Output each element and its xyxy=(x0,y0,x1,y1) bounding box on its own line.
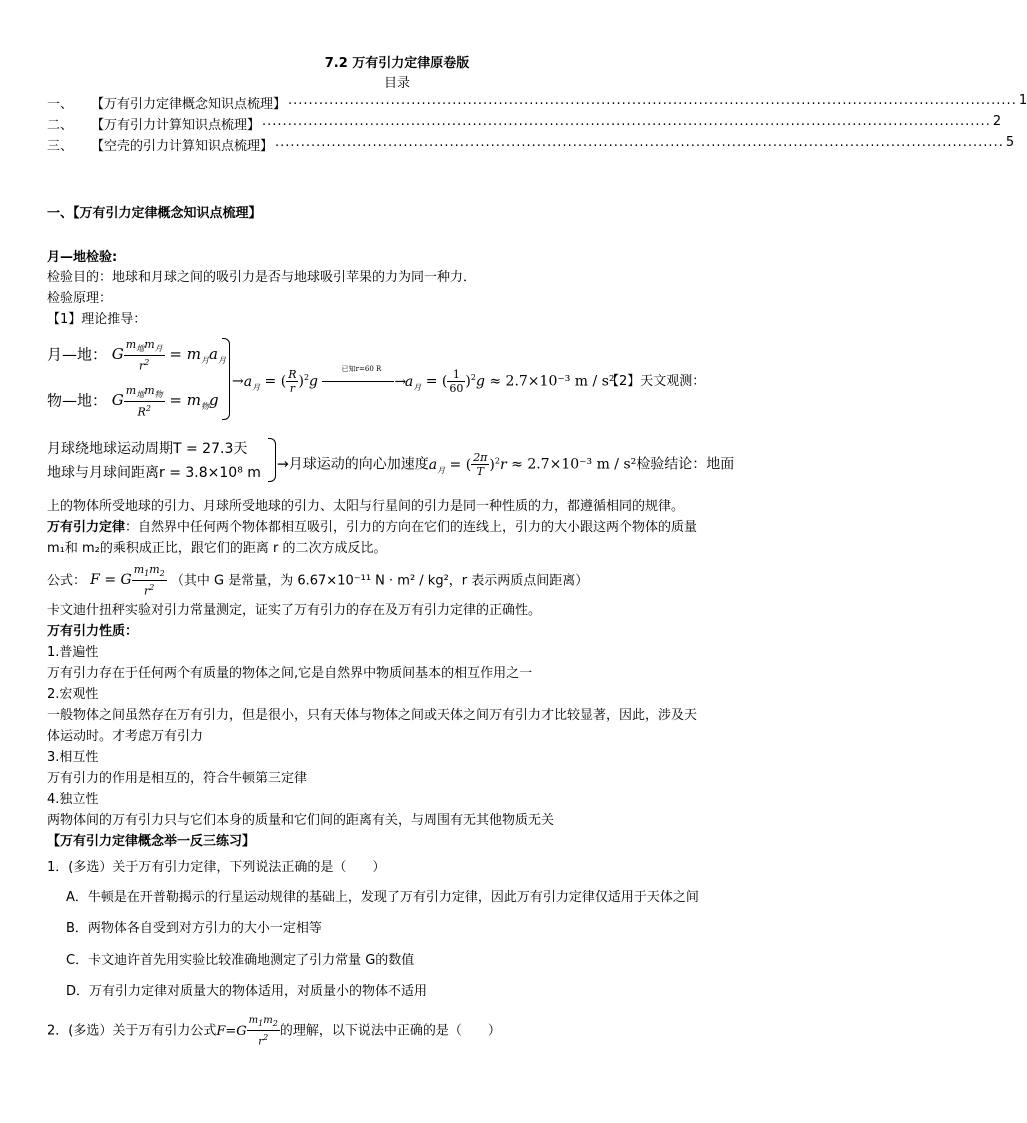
eq1-math: G $\frac{m_地m_月}{r^2}$ = $m_月a_月$ xyxy=(111,338,226,373)
practice-title: 【万有引力定律概念举一反三练习】 xyxy=(47,834,256,849)
question-1-option-d[interactable]: D．万有引力定律对质量大的物体适用，对质量小的物体不适用 xyxy=(66,984,428,999)
principle-label: 检验原理： xyxy=(47,291,113,306)
arrow-condition: 已知r=60 R xyxy=(341,364,382,373)
toc-heading: 目录 xyxy=(383,76,410,91)
observation-period: 月球绕地球运动周期T = 27.3天 xyxy=(47,441,248,457)
prop-name: 2.宏观性 xyxy=(47,687,99,702)
observation-distance: 地球与月球间距离r = 3.8×10⁸ m xyxy=(47,465,261,481)
equation-object-earth xyxy=(47,384,219,419)
toc-page: 5 xyxy=(1005,135,1015,150)
observation-brace xyxy=(268,438,276,482)
question-1-stem: 1．(多选）关于万有引力定律，下列说法正确的是（ ） xyxy=(47,860,386,875)
obs-result-value: ≈ 2.7×10⁻³ m / s² xyxy=(511,456,637,473)
q2-prefix: 2．(多选）关于万有引力公式 xyxy=(47,1023,217,1039)
formula-label: 公式： xyxy=(47,573,87,589)
conclusion-label: 检验结论：地面 xyxy=(636,456,735,473)
question-1-option-a[interactable]: A．牛顿是在开普勒揭示的行星运动规律的基础上，发现了万有引力定律，因此万有引力定律仅适用于天体之间 xyxy=(66,890,699,905)
toc-label: 【空壳的引力计算知识点梳理】 xyxy=(91,139,274,154)
question-2-stem xyxy=(47,1014,501,1048)
toc-entry-3[interactable] xyxy=(47,135,1015,154)
prop-name: 1.普遍性 xyxy=(47,645,99,660)
question-1-option-c[interactable]: C．卡文迪许首先用实验比较准确地测定了引力常量 G的数值 xyxy=(66,953,415,968)
doc-title: 7.2 万有引力定律原卷版 xyxy=(324,56,470,71)
obs-result-prefix: →月球运动的向心加速度 xyxy=(277,456,429,473)
observation-result: →月球运动的向心加速度$a_月$ = ( $\frac{2\pi}{T}$ )$^2$r ≈ 2.7×10⁻³ m / s²检验结论：地面 xyxy=(277,451,735,478)
toc-page: 2 xyxy=(992,114,1002,129)
prop-name: 3.相互性 xyxy=(47,750,99,765)
section-heading: 一、【万有引力定律概念知识点梳理】 xyxy=(47,206,262,221)
toc-leader: .............................................................................................................................................. xyxy=(288,93,1017,108)
cavendish-text: 卡文迪什扭秤实验对引力常量测定，证实了万有引力的存在及万有引力定律的正确性。 xyxy=(47,603,542,618)
law-line-1 xyxy=(47,516,697,535)
derivation-result: ≈ 2.7×10⁻³ m / s² xyxy=(489,373,615,390)
toc-page: 1 xyxy=(1018,93,1027,108)
eq2-math: G $\frac{m_地m_物}{R^2}$ = $m_物g$ xyxy=(111,384,219,419)
formula-line xyxy=(47,563,588,598)
prop-desc: 万有引力存在于任何两个有质量的物体之间,它是自然界中物质间基本的相互作用之一 xyxy=(47,666,533,681)
purpose-text: 检验目的：地球和月球之间的吸引力是否与地球吸引苹果的力为同一种力． xyxy=(47,270,477,285)
toc-label: 【万有引力定律概念知识点梳理】 xyxy=(91,97,287,112)
prop-desc: 一般物体之间虽然存在万有引力，但是很小，只有天体与物体之间或天体之间万有引力才比较显著，因此，涉及天 xyxy=(47,708,698,723)
astro-label: 【2】天文观测： xyxy=(606,374,706,389)
toc-entry-1[interactable] xyxy=(47,93,1027,112)
toc-leader: .............................................................................................................................................. xyxy=(262,114,991,129)
conclusion-text: 上的物体所受地球的引力、月球所受地球的引力、太阳与行星间的引力是同一种性质的力，都遵循相同的规律。 xyxy=(47,499,685,514)
toc-label: 【万有引力计算知识点梳理】 xyxy=(91,118,261,133)
question-1-option-b[interactable]: B．两物体各自受到对方引力的大小一定相等 xyxy=(66,921,322,936)
prop-desc-cont: 体运动时。才考虑万有引力 xyxy=(47,729,204,744)
eq2-label: 物—地： xyxy=(47,391,108,410)
prop-name: 4.独立性 xyxy=(47,792,99,807)
q2-suffix: 的理解，以下说法中正确的是（ ） xyxy=(279,1023,501,1039)
eq1-label: 月—地： xyxy=(47,345,108,364)
law-line-2: m₁和 m₂的乘积成正比，跟它们的距离 r 的二次方成反比。 xyxy=(47,541,387,556)
toc-num: 一、 xyxy=(47,97,74,112)
equation-brace xyxy=(222,338,230,420)
q2-formula: F=G $\frac{m_1m_2}{r^2}$ xyxy=(216,1015,278,1048)
toc-num: 二、 xyxy=(47,118,74,133)
prop-desc: 万有引力的作用是相互的，符合牛顿第三定律 xyxy=(47,771,308,786)
formula-math: F = G $\frac{m_1m_2}{r^2}$ xyxy=(90,563,165,598)
law-text: ：自然界中任何两个物体都相互吸引，引力的方向在它们的连线上，引力的大小跟这两个物体的质量 xyxy=(125,520,698,535)
law-label: 万有引力定律 xyxy=(47,520,126,535)
props-title: 万有引力性质： xyxy=(47,624,139,639)
toc-num: 三、 xyxy=(47,139,74,154)
toc-entry-2[interactable] xyxy=(47,114,1002,133)
equation-moon-earth xyxy=(47,338,226,373)
theory-label: 【1】理论推导： xyxy=(47,312,147,327)
prop-desc: 两物体间的万有引力只与它们本身的质量和它们间的距离有关，与周围有无其他物质无关 xyxy=(47,813,555,828)
formula-note: （其中 G 是常量，为 6.67×10⁻¹¹ N · m² / kg²，r 表示两质点间距离） xyxy=(170,573,589,589)
toc-leader: .............................................................................................................................................. xyxy=(275,135,1004,150)
derivation-chain: $\to a_月$ = ( $\frac{R}{r}$ )$^2$g 已知r=60 R → $a_月$ = ( $\frac{1}{60}$ )$^2$g ≈ 2.7×10⁻³ m / s² xyxy=(232,364,615,395)
moon-earth-title: 月—地检验: xyxy=(47,250,118,265)
